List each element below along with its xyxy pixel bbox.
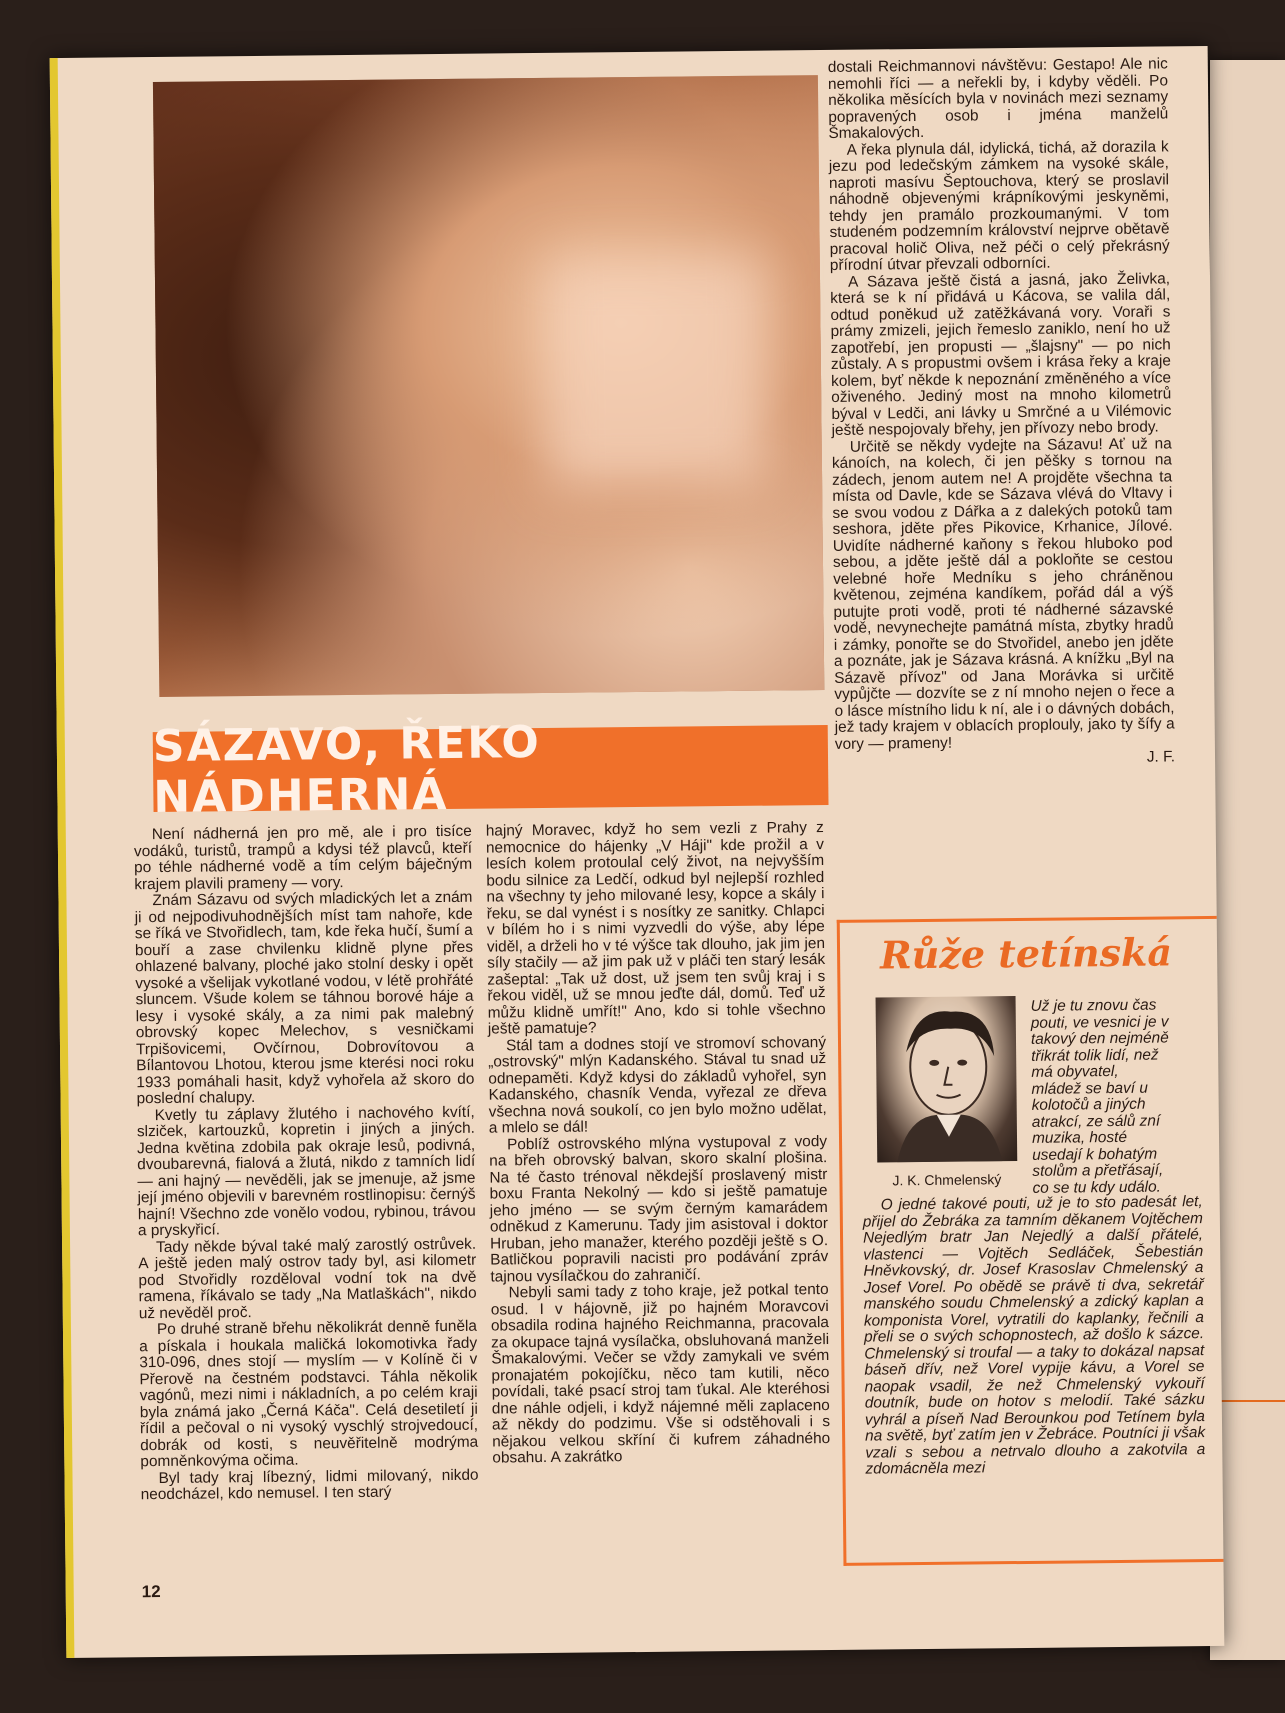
paragraph: A Sázava ještě čistá a jasná, jako Želivka, která se k ní přidává u Kácova, se valila dál, odtud poněkud už zatěžkávaná vory. Voraři s prámy zmizeli, jejich řemeslo zaniklo, není ho už zapotřebí, jen propusti — „šlajsny" — po nich zůstaly. A s propustmi ovšem i krása řeky a kraje kolem, byť někde k nepoznání změněného a více oživeného. Jediný most na mnoho kilometrů býval v Ledči, ani lávky u Smrčné a u Vilémovic ještě nespojovaly břehy, jen přívozy nebo brody. [830,269,1172,439]
paragraph: Nebyli sami tady z toho kraje, jež potkal tento osud. I v hájovně, již po hajném Moravcovi obsadila rodina hajného Reichmanna, pracovala za okupace tajná vysílačka, obsluhovaná manželi Šmakalovými. Večer se vždy zamykali ve svém pronajatém pokojíčku, něco tam kutili, něco povídali, také psací stroj tam ťukal. Ale kteréhosi dne náhle odjeli, i když nájemné měli zaplaceno až někdy do podzimu. Vše si odstěhovali i s nějakou velkou skříní či kufrem záhadného obsahu. A zakrátko [490,1281,831,1467]
article-title: SÁZAVO, ŘEKO NÁDHERNÁ [152,717,542,824]
article-column-1 [134,824,479,1504]
article-column-3 [828,56,1175,769]
paragraph: A řeka plynula dál, idylická, tichá, až dorazila k jezu pod ledečským zámkem na vysoké skále, naproti masívu Šeptouchova, který se proslavil náhodně objevenými krápníkovými jeskyněmi, tehdy jen pramálo prozkoumanými. V tom studeném podzemním království nejprve obětavě pracoval holič Oliva, než péči o celý překrásný přírodní útvar převzali odborníci. [828,137,1170,274]
article-title-bar [152,717,829,824]
paragraph: Byl tady kraj líbezný, lidmi milovaný, nikdo neodcházel, kdo nemusel. I ten starý [140,1466,479,1504]
paragraph: Po druhé straně břehu několikrát denně funěla a pískala i houkala maličká lokomotivka řady 310-096, dnes stojí — myslím — v Kolíně či v Přerově na čestném podstavci. Táhla několik vagónů, mezi nimi i nákladních, a po celém kraji byla známá jako „Černá Káča". Celá desetiletí ji řídil a pečoval o ni vysoký vyschlý strojvedoucí, dobrák od kosti, s neuvěřitelně modrýma pomněnkovýma očima. [139,1317,479,1471]
river-landscape-photo [153,75,824,697]
paragraph: O jedné takové pouti, už je to sto padesát let, přijel do Žebráka za tamním děkanem Vojtěchem Nejedlým bratr Jan Nejedlý a další přátelé, vlastenci — Vojtěch Sedláček, Šebestián Hněvkovský, dr. Josef Krasoslav Chmelenský a Josef Vorel. Po obědě se právě ti dva, sekretář manského soudu Chmelenský a zdický kaplan a komponista Vorel, vytratili do kaplanky, řečnili a přeli se o svých schopnostech, až došlo k sázce. Chmelenský si troufal — a taky to dokázal napsat báseň dřív, než Vorel vypije kávu, a Vorel se naopak vsadil, že než Chmelenský vykouří doutník, bude on hotov s melodií. Také sázku vyhrál a píseň Nad Berounkou pod Tetínem byla na světě, byť zatím jen v Žebráce. Poutníci ji však vzali s sebou a netrvalo dlouho a zakotvila a zdomácněla mezi [862,1193,1206,1478]
paragraph: Znám Sázavu od svých mladických let a znám ji od nejpodivuhodnějších míst tam nahoře, kde se říká ve Stvořidlech, tam, kde řeka hučí, šumí a bouří a zase chvilenku klidně plyne přes ohlazené balvany, ploché jako stolní desky i opět vysoké a všelijak vykotlané vodou, v létě prohřáté sluncem. Všude kolem se táhnou borové háje a lesy i vysoké skály, a za nimi pak malebný obrovský kopec Melechov, s vesničkami Trpišovicemi, Ovčírnou, Dobrovítovou a Bílantovou Lhotou, kterou jsme kterési noci roku 1933 pomáhali hasit, když vyhořela až skoro do poslední chalupy. [134,888,475,1108]
magazine-page [50,46,1225,1658]
sidebar-intro: Už je tu znovu čas pouti, ve vesnici je v takový den nejméně třikrát tolik lidí, než má obyvatel, mládež se baví u kolotočů a jiných atrakcí, ze sálů zní muzika, hosté usedají k bohatým stolům a přetřásají, co se tu kdy událo. [1030,996,1169,1197]
paragraph: Poblíž ostrovského mlýna vystupoval z vody na břeh obrovský balvan, skoro skalní plošina. Na té často trénoval někdejší proslavený mistr boxu Franta Nekolný — kdo si ještě pamatuje jeho jméno — se svým černým kamarádem odněkud z Kamerunu. Tady jim asistoval i doktor Hruban, jeho manažer, kterého později ještě s O. Batličkou popravili nacisti pro podávání zpráv tajnou vysílačkou do zahraničí. [489,1132,829,1286]
sidebar-body [863,1194,1206,1478]
paragraph: Kvetly tu záplavy žlutého i nachového kvítí, slziček, kartouzků, kopretin i jiných a jiných. Jedna květina zdobila pak okraje lesů, podivná, dvoubarevná, fialová a žlutá, nikdo z tamních lidí — ani hajný — nevěděli, jak se jmenuje, až jsme její jméno objevili v barevném rostlinopisu: černýš hajní! Všechno zde vonělo vodou, rybinou, trávou a pryskyřicí. [136,1103,476,1240]
paragraph: Určitě se někdy vydejte na Sázavu! Ať už na kánoích, na kolech, či jen pěšky s tornou na zádech, jenom autem ne! A projděte všechna ta místa od Davle, kde se Sázava vlévá do Vltavy i se svou vodou z Dářka a z dalekých potoků tam seshora, jděte přes Pikovice, Krhanice, Jílové. Uvidíte nádherné kaňony s řekou hluboko pod sebou, a jděte ještě dál a pokloňte se cestou velebné hoře Medníku s jeho chráněnou květenou, zejména kandíkem, pořád dál a výš putujte proti vodě, proti té nádherné sázavské vodě, nevynechejte památná místa, zbytky hradů i zámky, ponořte se do Stvořidel, anebo jen jděte a poznáte, jak je Sázava krásná. A knížku „Byl na Sázavě přívoz" od Jana Morávka si určitě vypůjčte — dozvíte se z ní mnoho nejen o řece a o lásce místního lidu k ní, ale i o dávných dobách, jež tady krajem v oblacích proplouly, jako ty šífy a vory — prameny! [831,434,1175,753]
photo-river-highlight [545,256,767,488]
paragraph: Tady někde býval také malý zarostlý ostrůvek. A ještě jeden malý ostrov tady byl, asi kilometr pod Stvořidly rozděloval vodní tok na dvě ramena, říkávalo se tady „Na Matlaškách", nikdo už nevěděl proč. [138,1235,477,1322]
sidebar-title: Růže tetínská [879,929,1173,978]
page-number: 12 [141,1582,161,1602]
paragraph: hajný Moravec, když ho sem vezli z Prahy z nemocnice do hájenky „V Háji" kde prožil a v lesích kolem protoulal celý život, na nejvyšším bodu silnice za Ledčí, odkud byl nejlepší rozhled na všechny ty jeho milované lesy, kopce a skály i řeku, se dal vynést i s nosítky ze sanitky. Chlapci v bílém ho i s nimi vyzvedli do výše, aby lépe viděl, a drželi ho v té výšce tak dlouho, jak jim jen síly stačily — až jim pak už v pláči ten starý lesák zašeptal: „Tak už dost, už jsem ten svůj kraj i s řekou viděl, už se mnou jeďte dál, domů. Teď už můžu klidně umřít!" Ano, kdo si tohle všechno ještě pamatuje? [485,819,826,1038]
paragraph: Stál tam a dodnes stojí ve stromoví schovaný „ostrovský" mlýn Kadanského. Stával tu snad už odnepaměti. Když kdysi do základů vyhořel, syn Kadanského, chasník Venda, vyřezal ze dřeva všechna nová soukolí, co jen bylo možno udělat, a mlelo se dál! [488,1033,827,1137]
portrait-drawing [876,996,1018,1162]
paragraph: Není nádherná jen pro mě, ale i pro tisíce vodáků, turistů, trampů a kdysi též plavců, kteří po téhle nádherné vodě a tím celým báječným krajem plavili prameny — vory. [133,822,473,893]
sidebar-box [837,916,1225,1566]
portrait-image [876,996,1018,1162]
article-column-2 [486,820,831,1467]
paragraph: dostali Reichmannovi návštěvu: Gestapo! Ale nic nemohli říci — a neřekli by, i kdyby věděli. Po několika měsících byla v novinách mezi seznamy popravených osob i jména manželů Šmakalových. [827,55,1169,142]
author-signature: J. F. [1146,748,1176,766]
portrait-caption: J. K. Chmelenský [892,1171,1002,1189]
